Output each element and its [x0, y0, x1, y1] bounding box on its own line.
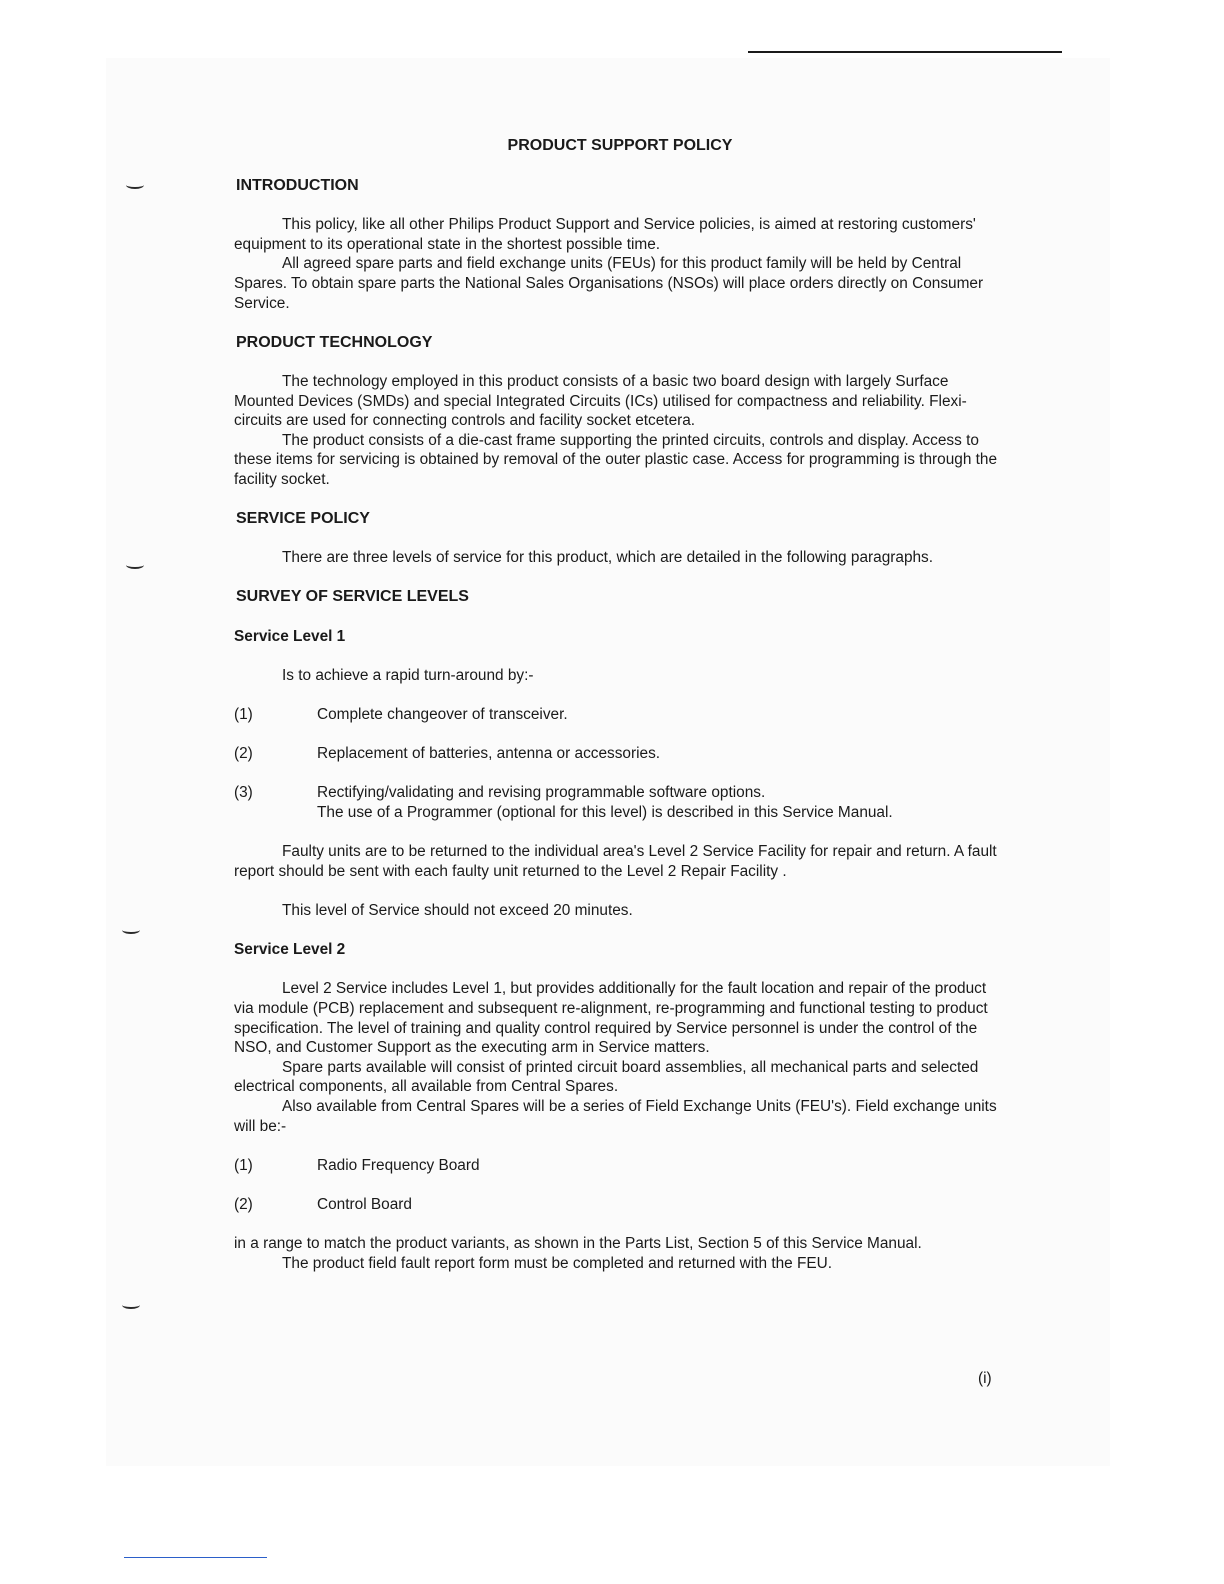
list-item: [234, 783, 1004, 822]
survey-heading: SURVEY OF SERVICE LEVELS: [236, 588, 469, 606]
introduction-paragraph: All agreed spare parts and field exchange units (FEUs) for this product family will be held by Central Spares. To obtain spare parts the National Sales Organisations (NSOs) will place orders directly on Consumer Service.: [234, 255, 984, 312]
service-level-2-paragraph: The product field fault report form must be completed and returned with the FEU.: [282, 1254, 833, 1272]
list-item-text: Control Board: [317, 1195, 412, 1213]
list-item-number: (1): [234, 1156, 253, 1174]
list-item-text: Complete changeover of transceiver.: [317, 706, 568, 724]
faulty-units-paragraph: Faulty units are to be returned to the individual area's Level 2 Service Facility for repair and return. A fault report should be sent with each faulty unit returned to the Level 2 Repair Facility .: [234, 843, 997, 880]
service-level-2-paragraph: Also available from Central Spares will be a series of Field Exchange Units (FEU's). Field exchange units will be:-: [234, 1097, 997, 1135]
list-item-number: (1): [234, 706, 253, 724]
service-level-2-paragraph: in a range to match the product variants, as shown in the Parts List, Section 5 of this Service Manual.: [234, 1235, 922, 1253]
list-item-text: Replacement of batteries, antenna or accessories.: [317, 745, 661, 763]
list-item-number: (2): [234, 1195, 253, 1213]
binding-mark: [122, 1301, 140, 1309]
list-item-text: The use of a Programmer (optional for this level) is described in this Service Manual.: [317, 804, 893, 821]
service-level-2-heading: Service Level 2: [234, 941, 346, 959]
introduction-paragraph: This policy, like all other Philips Product Support and Service policies, is aimed at restoring customers' equipment to its operational state in the shortest possible time.: [234, 216, 976, 253]
page-title: PRODUCT SUPPORT POLICY: [507, 137, 733, 154]
bottom-rule: [124, 1557, 267, 1558]
service-level-1-intro: Is to achieve a rapid turn-around by:-: [282, 666, 534, 684]
binding-mark: [126, 181, 144, 189]
product-technology-heading: PRODUCT TECHNOLOGY: [236, 333, 433, 351]
top-rule: [748, 51, 1062, 53]
binding-mark: [122, 926, 140, 934]
list-item-text: Radio Frequency Board: [317, 1156, 480, 1174]
service-policy-paragraph: There are three levels of service for this product, which are detailed in the following paragraphs.: [282, 549, 934, 567]
service-policy-heading: SERVICE POLICY: [236, 510, 370, 528]
service-level-1-heading: Service Level 1: [234, 627, 346, 645]
service-level-2-paragraph: Spare parts available will consist of printed circuit board assemblies, all mechanical parts and selected electrical components, all available from Central Spares.: [234, 1058, 979, 1096]
list-item-number: (2): [234, 745, 253, 763]
document-body: [234, 176, 1004, 1293]
product-technology-paragraph: The product consists of a die-cast frame supporting the printed circuits, controls and display. Access to these items for servicing is obtained by removal of the outer plastic case. Access for programming is through the facility socket.: [234, 431, 998, 488]
list-item-number: (3): [234, 784, 253, 802]
list-item-text: Rectifying/validating and revising programmable software options.: [317, 784, 766, 802]
service-time-paragraph: This level of Service should not exceed 20 minutes.: [282, 901, 633, 919]
page-number: (i): [978, 1370, 992, 1387]
list-item: [234, 1156, 1004, 1176]
list-item: [234, 705, 1004, 725]
list-item: [234, 744, 1004, 764]
introduction-heading: INTRODUCTION: [236, 177, 359, 194]
list-item: [234, 1195, 1004, 1215]
service-level-2-paragraph: Level 2 Service includes Level 1, but provides additionally for the fault location and repair of the product via module (PCB) replacement and subsequent re-alignment, re-programming and functional testing to product specification. The level of training and quality control required by Service personnel is under the control of the NSO, and Customer Support as the executing arm in Service matters.: [234, 980, 988, 1057]
list-item-text-block: [317, 783, 1004, 822]
binding-mark: [126, 561, 144, 569]
product-technology-paragraph: The technology employed in this product consists of a basic two board design with largely Surface Mounted Devices (SMDs) and special Integrated Circuits (ICs) utilised for compactness and reliability. Flexi-circuits are used for connecting controls and facility socket etcetera.: [234, 372, 967, 430]
